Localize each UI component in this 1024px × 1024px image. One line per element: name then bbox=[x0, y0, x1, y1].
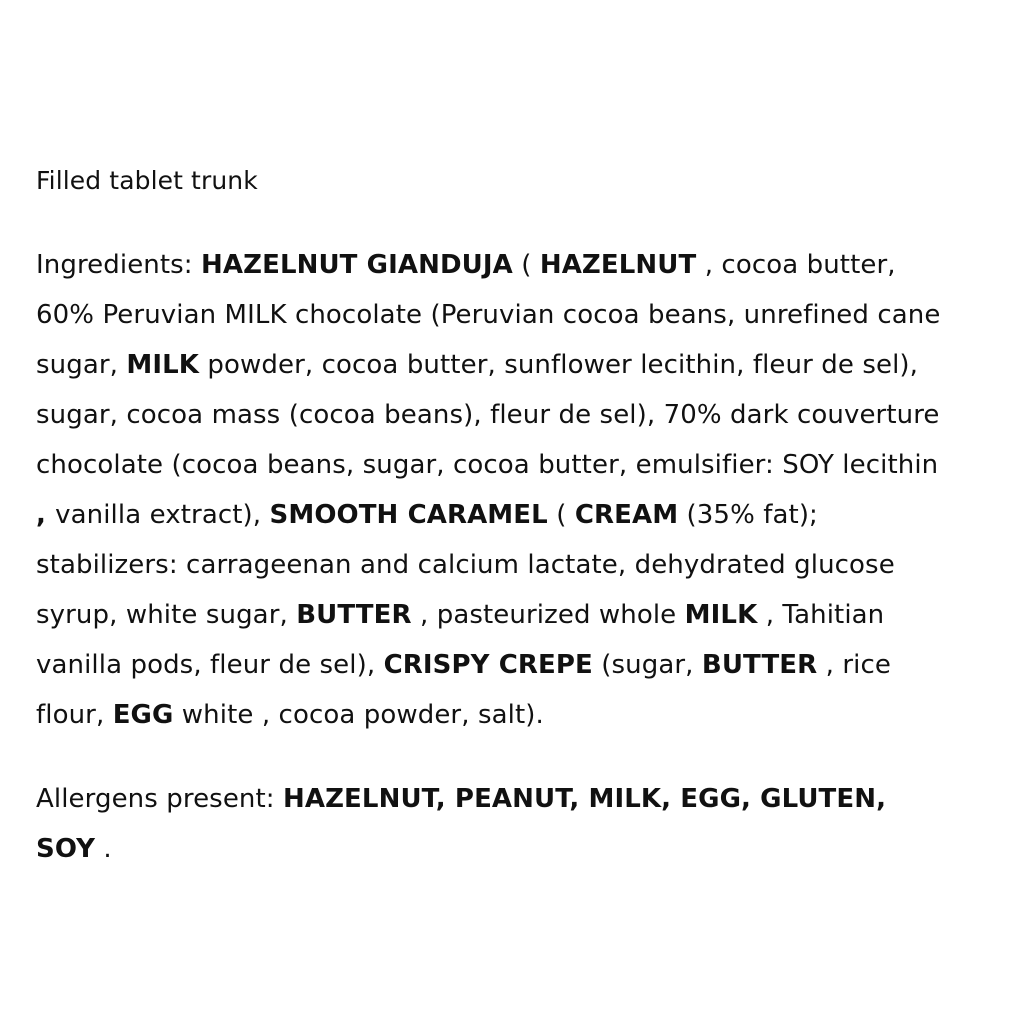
text-segment: , Tahitian bbox=[757, 600, 885, 630]
ingredients-line bbox=[36, 348, 918, 382]
text-segment: (35% fat); bbox=[678, 500, 818, 530]
text-segment: ( bbox=[547, 500, 575, 530]
allergens-line bbox=[36, 832, 112, 866]
text-segment: . bbox=[95, 834, 112, 864]
bold-text-segment: SMOOTH CARAMEL bbox=[269, 500, 548, 530]
text-segment: chocolate (cocoa beans, sugar, cocoa butter, emulsifier: SOY lecithin bbox=[36, 450, 939, 480]
ingredients-line bbox=[36, 698, 544, 732]
bold-text-segment: SOY bbox=[36, 834, 96, 864]
bold-text-segment: BUTTER bbox=[296, 600, 412, 630]
text-segment: white , cocoa powder, salt). bbox=[173, 700, 544, 730]
text-segment: sugar, cocoa mass (cocoa beans), fleur de sel), 70% dark couverture bbox=[36, 400, 940, 430]
text-segment: , pasteurized whole bbox=[411, 600, 685, 630]
text-segment: vanilla extract), bbox=[55, 500, 270, 530]
bold-text-segment: MILK bbox=[126, 350, 200, 380]
ingredients-line bbox=[36, 298, 940, 332]
text-segment: syrup, white sugar, bbox=[36, 600, 297, 630]
ingredients-line bbox=[36, 248, 896, 282]
text-segment: sugar, bbox=[36, 350, 127, 380]
text-segment: , cocoa butter, bbox=[696, 250, 896, 280]
text-segment: (sugar, bbox=[592, 650, 702, 680]
text-segment: stabilizers: carrageenan and calcium lactate, dehydrated glucose bbox=[36, 550, 895, 580]
text-segment: Ingredients: bbox=[36, 250, 202, 280]
ingredients-line bbox=[36, 448, 938, 482]
bold-text-segment: EGG bbox=[112, 700, 174, 730]
ingredients-line bbox=[36, 548, 895, 582]
text-segment: ( bbox=[512, 250, 540, 280]
bold-text-segment: HAZELNUT bbox=[539, 250, 697, 280]
product-title: Filled tablet trunk bbox=[36, 166, 258, 195]
bold-text-segment: HAZELNUT GIANDUJA bbox=[201, 250, 513, 280]
bold-text-segment: CRISPY CREPE bbox=[383, 650, 593, 680]
bold-text-segment: MILK bbox=[684, 600, 758, 630]
allergens-line bbox=[36, 782, 886, 816]
ingredients-line bbox=[36, 598, 884, 632]
bold-text-segment: BUTTER bbox=[701, 650, 818, 680]
text-segment: 60% Peruvian MILK chocolate (Peruvian cocoa beans, unrefined cane bbox=[36, 300, 941, 330]
text-segment: flour, bbox=[36, 700, 113, 730]
ingredients-line bbox=[36, 498, 818, 532]
text-segment: vanilla pods, fleur de sel), bbox=[36, 650, 384, 680]
bold-text-segment: CREAM bbox=[574, 500, 679, 530]
text-segment: powder, cocoa butter, sunflower lecithin, fleur de sel), bbox=[199, 350, 918, 380]
text-segment: , rice bbox=[817, 650, 891, 680]
bold-text-segment: HAZELNUT, PEANUT, MILK, EGG, GLUTEN, bbox=[283, 784, 887, 814]
ingredients-line bbox=[36, 648, 891, 682]
bold-text-segment: , bbox=[36, 500, 56, 530]
text-segment: Allergens present: bbox=[36, 784, 284, 814]
ingredients-line bbox=[36, 398, 940, 432]
